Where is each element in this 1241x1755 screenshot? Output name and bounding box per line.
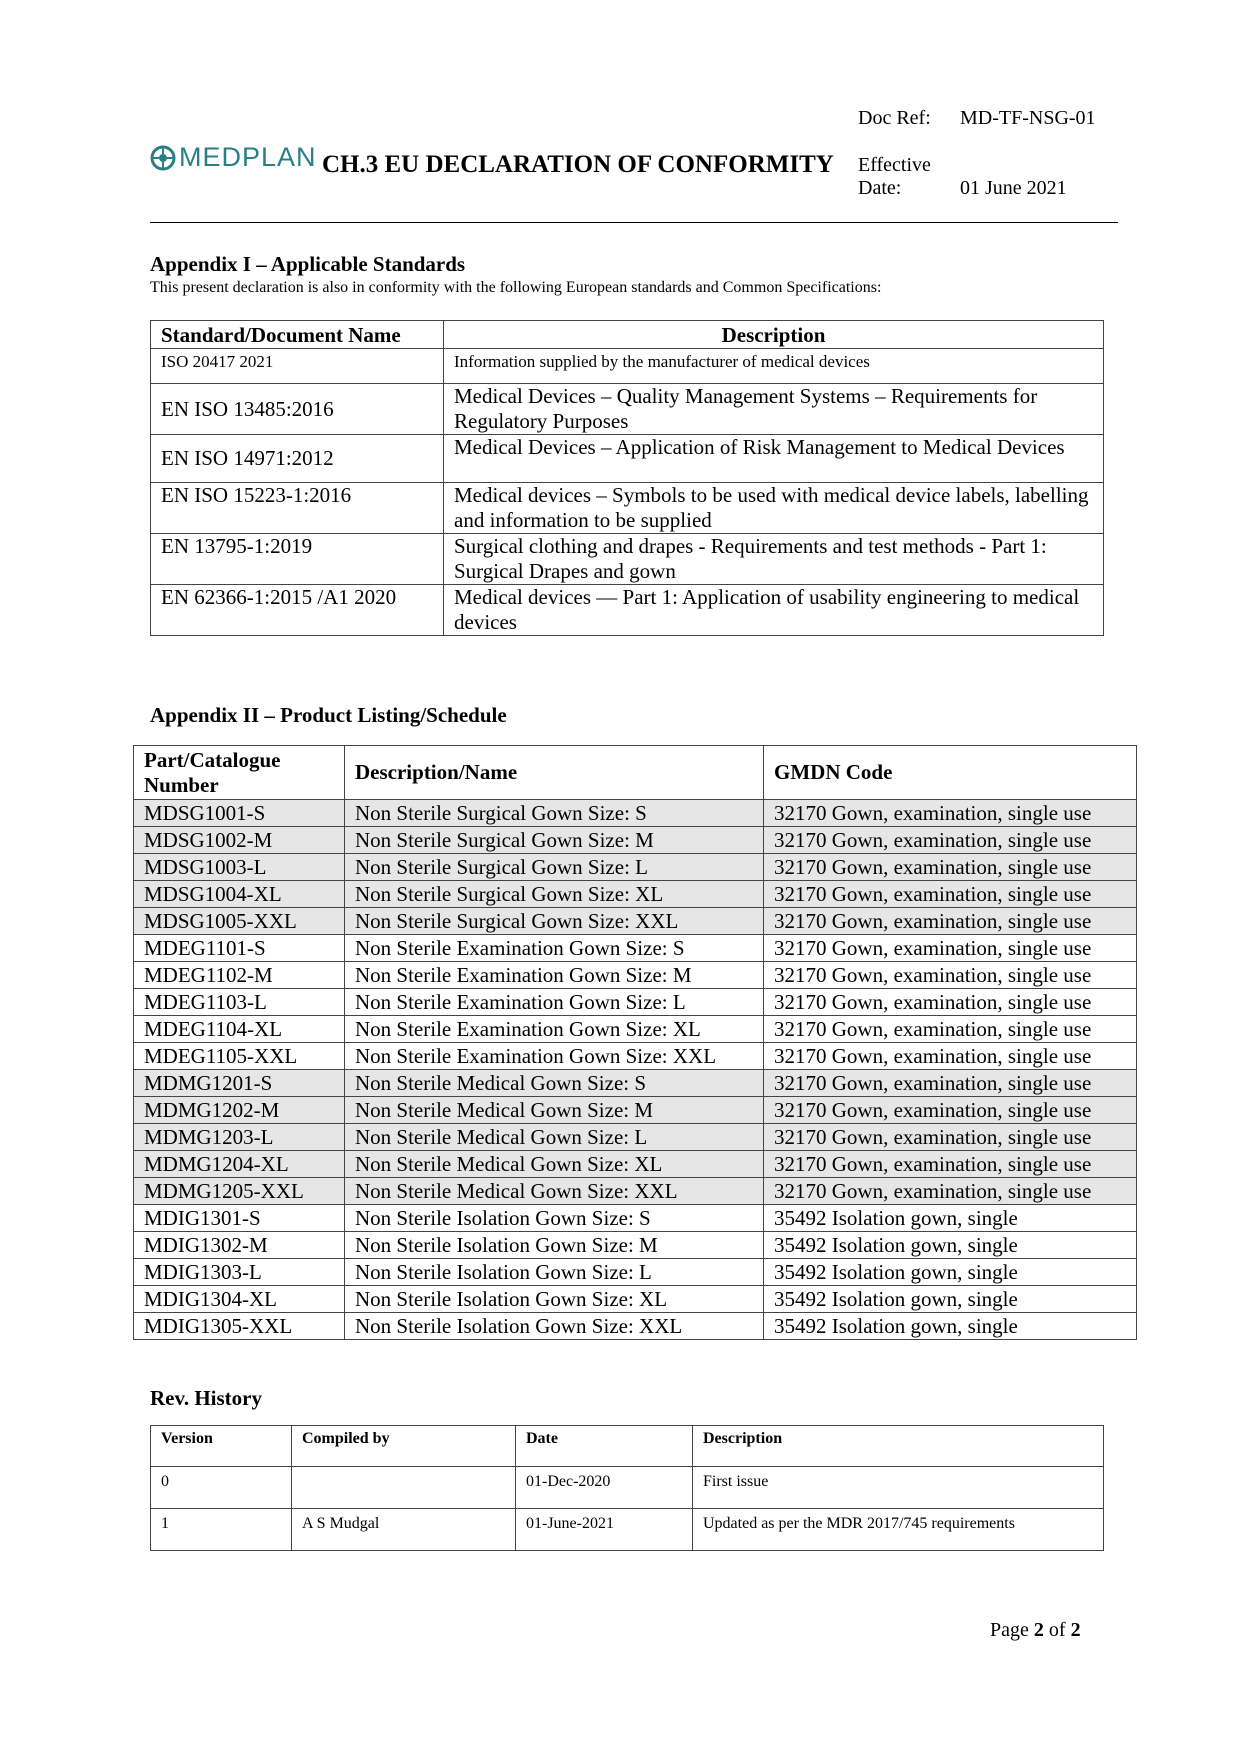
table-cell: MDMG1205-XXL [134,1178,345,1205]
table-cell: Non Sterile Examination Gown Size: L [345,989,764,1016]
rev-history-table [150,1425,1104,1551]
table-cell: 32170 Gown, examination, single use [764,1124,1137,1151]
effective-date-value: 01 June 2021 [960,177,1067,199]
table-cell: MDSG1001-S [134,800,345,827]
table-row [151,349,1104,384]
table-cell: Non Sterile Examination Gown Size: S [345,935,764,962]
product-table [133,745,1137,1340]
table-cell [292,1467,516,1509]
table-cell: 32170 Gown, examination, single use [764,854,1137,881]
table-cell: Non Sterile Medical Gown Size: S [345,1070,764,1097]
table-cell: 32170 Gown, examination, single use [764,1151,1137,1178]
table-cell: ISO 20417 2021 [151,349,444,384]
table-cell: 35492 Isolation gown, single [764,1205,1137,1232]
column-header: Part/Catalogue Number [134,746,345,800]
table-cell: Non Sterile Medical Gown Size: M [345,1097,764,1124]
appendix-1-heading: Appendix I – Applicable Standards [150,252,466,276]
table-row [134,1178,1137,1205]
effective-label: Effective [858,154,931,176]
table-cell: Non Sterile Medical Gown Size: XXL [345,1178,764,1205]
table-cell: Non Sterile Surgical Gown Size: XXL [345,908,764,935]
column-header: Description/Name [345,746,764,800]
table-cell: Medical Devices – Quality Management Systems – Requirements for Regulatory Purposes [444,384,1104,435]
table-cell: 35492 Isolation gown, single [764,1286,1137,1313]
page-prefix: Page [990,1619,1034,1641]
table-row [151,585,1104,636]
table-row [134,935,1137,962]
table-cell: 32170 Gown, examination, single use [764,935,1137,962]
table-row [134,1205,1137,1232]
appendix-2-heading: Appendix II – Product Listing/Schedule [150,703,507,727]
table-row [134,962,1137,989]
table-row [134,800,1137,827]
table-cell: 32170 Gown, examination, single use [764,1070,1137,1097]
column-header: Compiled by [292,1426,516,1467]
table-cell: First issue [693,1467,1104,1509]
column-header: Standard/Document Name [151,321,444,349]
table-cell: 32170 Gown, examination, single use [764,989,1137,1016]
table-row [151,1509,1104,1551]
table-cell: 32170 Gown, examination, single use [764,881,1137,908]
table-row [134,989,1137,1016]
table-row [134,854,1137,881]
table-cell: MDMG1204-XL [134,1151,345,1178]
table-cell: Non Sterile Isolation Gown Size: S [345,1205,764,1232]
column-header: Version [151,1426,292,1467]
table-cell: MDIG1305-XXL [134,1313,345,1340]
table-cell: MDIG1304-XL [134,1286,345,1313]
table-row [134,1151,1137,1178]
appendix-1-intro: This present declaration is also in conformity with the following European standards and Common Specifications: [150,279,882,296]
rev-history-heading: Rev. History [150,1386,262,1410]
table-cell: 01-June-2021 [516,1509,693,1551]
table-cell: 35492 Isolation gown, single [764,1232,1137,1259]
table-cell: 32170 Gown, examination, single use [764,1043,1137,1070]
table-cell: 32170 Gown, examination, single use [764,800,1137,827]
table-cell: MDIG1303-L [134,1259,345,1286]
table-header-row [151,321,1104,349]
column-header: Description [444,321,1104,349]
table-cell: Non Sterile Medical Gown Size: XL [345,1151,764,1178]
page-mid: of [1043,1619,1071,1641]
table-cell: Non Sterile Surgical Gown Size: M [345,827,764,854]
doc-ref-label: Doc Ref: [858,107,931,129]
table-cell: MDMG1203-L [134,1124,345,1151]
logo-icon [150,145,176,171]
table-row [134,1313,1137,1340]
table-cell: 32170 Gown, examination, single use [764,908,1137,935]
table-cell: MDMG1202-M [134,1097,345,1124]
page-number [990,1619,1081,1642]
header-divider [150,222,1118,223]
table-cell: Medical Devices – Application of Risk Management to Medical Devices [444,435,1104,483]
table-cell: EN ISO 13485:2016 [151,384,444,435]
table-cell: 32170 Gown, examination, single use [764,1178,1137,1205]
table-row [134,908,1137,935]
table-row [134,1043,1137,1070]
table-row [151,435,1104,483]
table-cell: EN ISO 14971:2012 [151,435,444,483]
table-row [134,1286,1137,1313]
table-cell: Non Sterile Isolation Gown Size: M [345,1232,764,1259]
table-row [134,827,1137,854]
table-header-row [151,1426,1104,1467]
table-cell: Information supplied by the manufacturer of medical devices [444,349,1104,384]
doc-ref-value: MD-TF-NSG-01 [960,107,1096,129]
table-cell: Non Sterile Medical Gown Size: L [345,1124,764,1151]
column-header: Description [693,1426,1104,1467]
table-row [151,483,1104,534]
table-cell: MDEG1105-XXL [134,1043,345,1070]
table-cell: EN 62366-1:2015 /A1 2020 [151,585,444,636]
table-cell: EN ISO 15223-1:2016 [151,483,444,534]
table-cell: MDIG1301-S [134,1205,345,1232]
table-row [134,1070,1137,1097]
standards-table [150,320,1104,636]
table-cell: MDEG1102-M [134,962,345,989]
table-row [151,534,1104,585]
page-current: 2 [1033,1619,1044,1641]
table-row [134,881,1137,908]
table-row [134,1124,1137,1151]
table-row [151,1467,1104,1509]
logo-text: MEDPLAN [179,142,317,172]
table-cell: Non Sterile Surgical Gown Size: XL [345,881,764,908]
table-cell: Medical devices — Part 1: Application of usability engineering to medical devices [444,585,1104,636]
table-cell: 35492 Isolation gown, single [764,1313,1137,1340]
table-cell: 32170 Gown, examination, single use [764,1016,1137,1043]
table-cell: 0 [151,1467,292,1509]
table-cell: 01-Dec-2020 [516,1467,693,1509]
table-row [134,1259,1137,1286]
table-row [134,1232,1137,1259]
table-cell: Non Sterile Examination Gown Size: XXL [345,1043,764,1070]
table-row [134,1097,1137,1124]
table-row [134,1016,1137,1043]
column-header: GMDN Code [764,746,1137,800]
table-cell: Non Sterile Surgical Gown Size: S [345,800,764,827]
effective-date-label: Date: [858,177,902,199]
table-cell: MDSG1003-L [134,854,345,881]
table-cell: Non Sterile Examination Gown Size: XL [345,1016,764,1043]
table-cell: 1 [151,1509,292,1551]
table-row [151,384,1104,435]
table-cell: MDSG1005-XXL [134,908,345,935]
table-header-row [134,746,1137,800]
logo [150,142,317,173]
table-cell: Non Sterile Surgical Gown Size: L [345,854,764,881]
table-cell: MDSG1004-XL [134,881,345,908]
table-cell: 32170 Gown, examination, single use [764,1097,1137,1124]
table-cell: 32170 Gown, examination, single use [764,962,1137,989]
table-cell: Non Sterile Examination Gown Size: M [345,962,764,989]
table-cell: EN 13795-1:2019 [151,534,444,585]
table-cell: MDMG1201-S [134,1070,345,1097]
page-total: 2 [1070,1619,1081,1641]
table-cell: MDSG1002-M [134,827,345,854]
document-title: CH.3 EU DECLARATION OF CONFORMITY [322,151,834,178]
table-cell: MDEG1103-L [134,989,345,1016]
table-cell: Non Sterile Isolation Gown Size: L [345,1259,764,1286]
table-cell: 35492 Isolation gown, single [764,1259,1137,1286]
table-cell: MDEG1101-S [134,935,345,962]
table-cell: MDEG1104-XL [134,1016,345,1043]
table-cell: Surgical clothing and drapes - Requirements and test methods - Part 1: Surgical Drapes and gown [444,534,1104,585]
column-header: Date [516,1426,693,1467]
table-cell: Medical devices – Symbols to be used with medical device labels, labelling and information to be supplied [444,483,1104,534]
table-cell: 32170 Gown, examination, single use [764,827,1137,854]
table-cell: MDIG1302-M [134,1232,345,1259]
table-cell: Non Sterile Isolation Gown Size: XXL [345,1313,764,1340]
table-cell: A S Mudgal [292,1509,516,1551]
table-cell: Updated as per the MDR 2017/745 requirements [693,1509,1104,1551]
table-cell: Non Sterile Isolation Gown Size: XL [345,1286,764,1313]
